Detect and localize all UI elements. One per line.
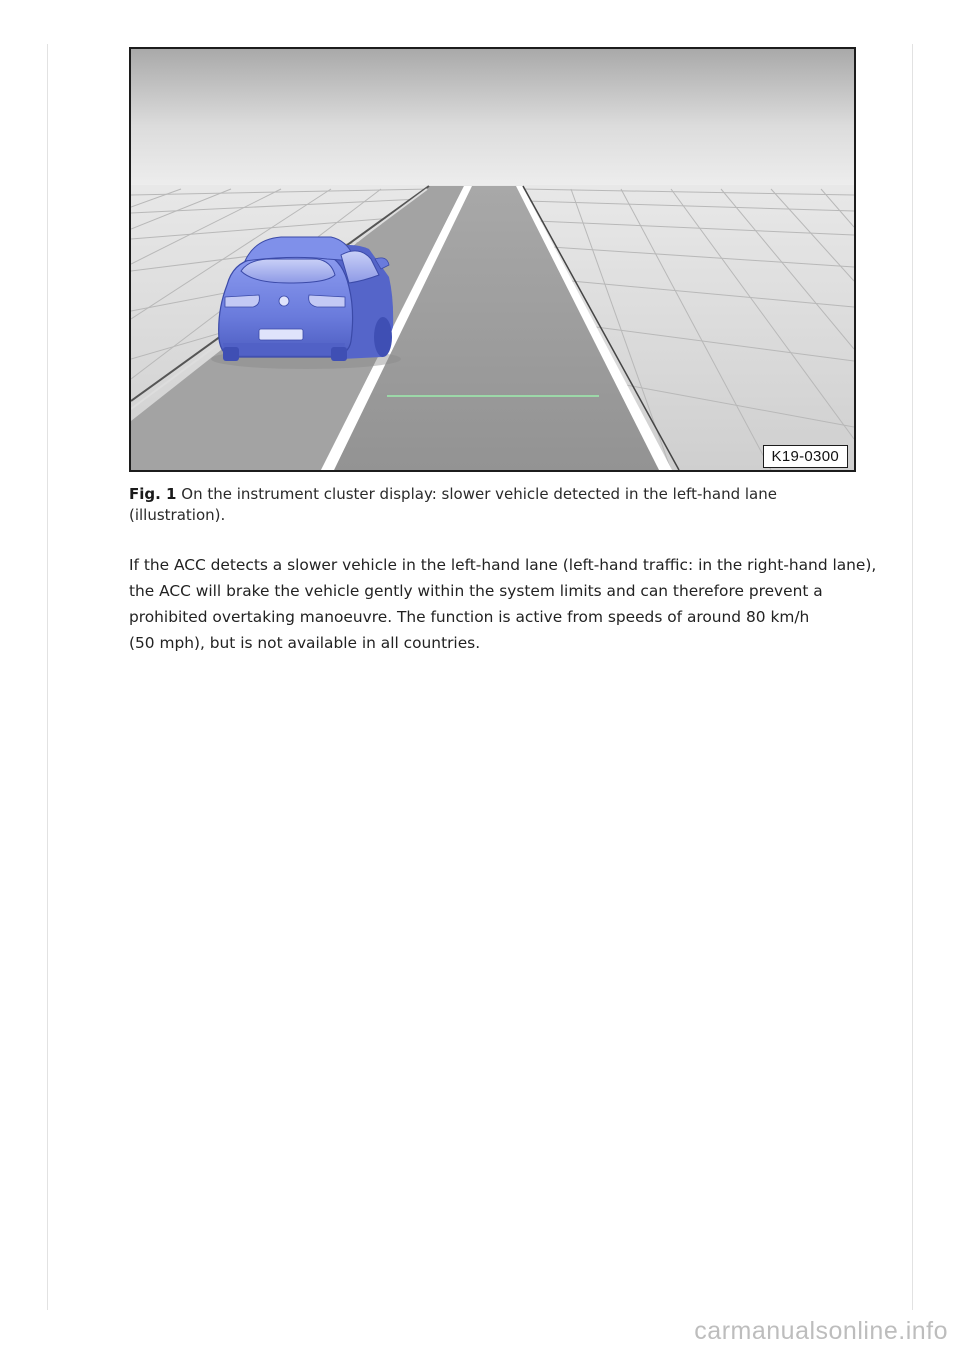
figure-code-label: K19-0300	[763, 445, 848, 468]
body-line: (50 mph), but is not available in all countries.	[129, 634, 481, 652]
sky	[131, 49, 854, 189]
acc-illustration	[129, 47, 856, 472]
figure-caption	[129, 484, 829, 526]
body-line: the ACC will brake the vehicle gently within the system limits and can therefore prevent a	[129, 582, 823, 600]
road-scene	[131, 49, 854, 470]
caption-text: On the instrument cluster display: slower vehicle detected in the left-hand lane	[181, 485, 777, 503]
left-margin-rule	[47, 44, 48, 1310]
body-paragraph	[129, 552, 877, 656]
right-margin-rule	[912, 44, 913, 1310]
body-line: prohibited overtaking manoeuvre. The function is active from speeds of around 80 km/h	[129, 608, 810, 626]
body-line: If the ACC detects a slower vehicle in the left-hand lane (left-hand traffic: in the right-hand lane),	[129, 556, 877, 574]
figure-number: Fig. 1	[129, 485, 177, 503]
site-watermark: carmanualsonline.info	[694, 1317, 948, 1345]
caption-text-line2: (illustration).	[129, 506, 226, 524]
